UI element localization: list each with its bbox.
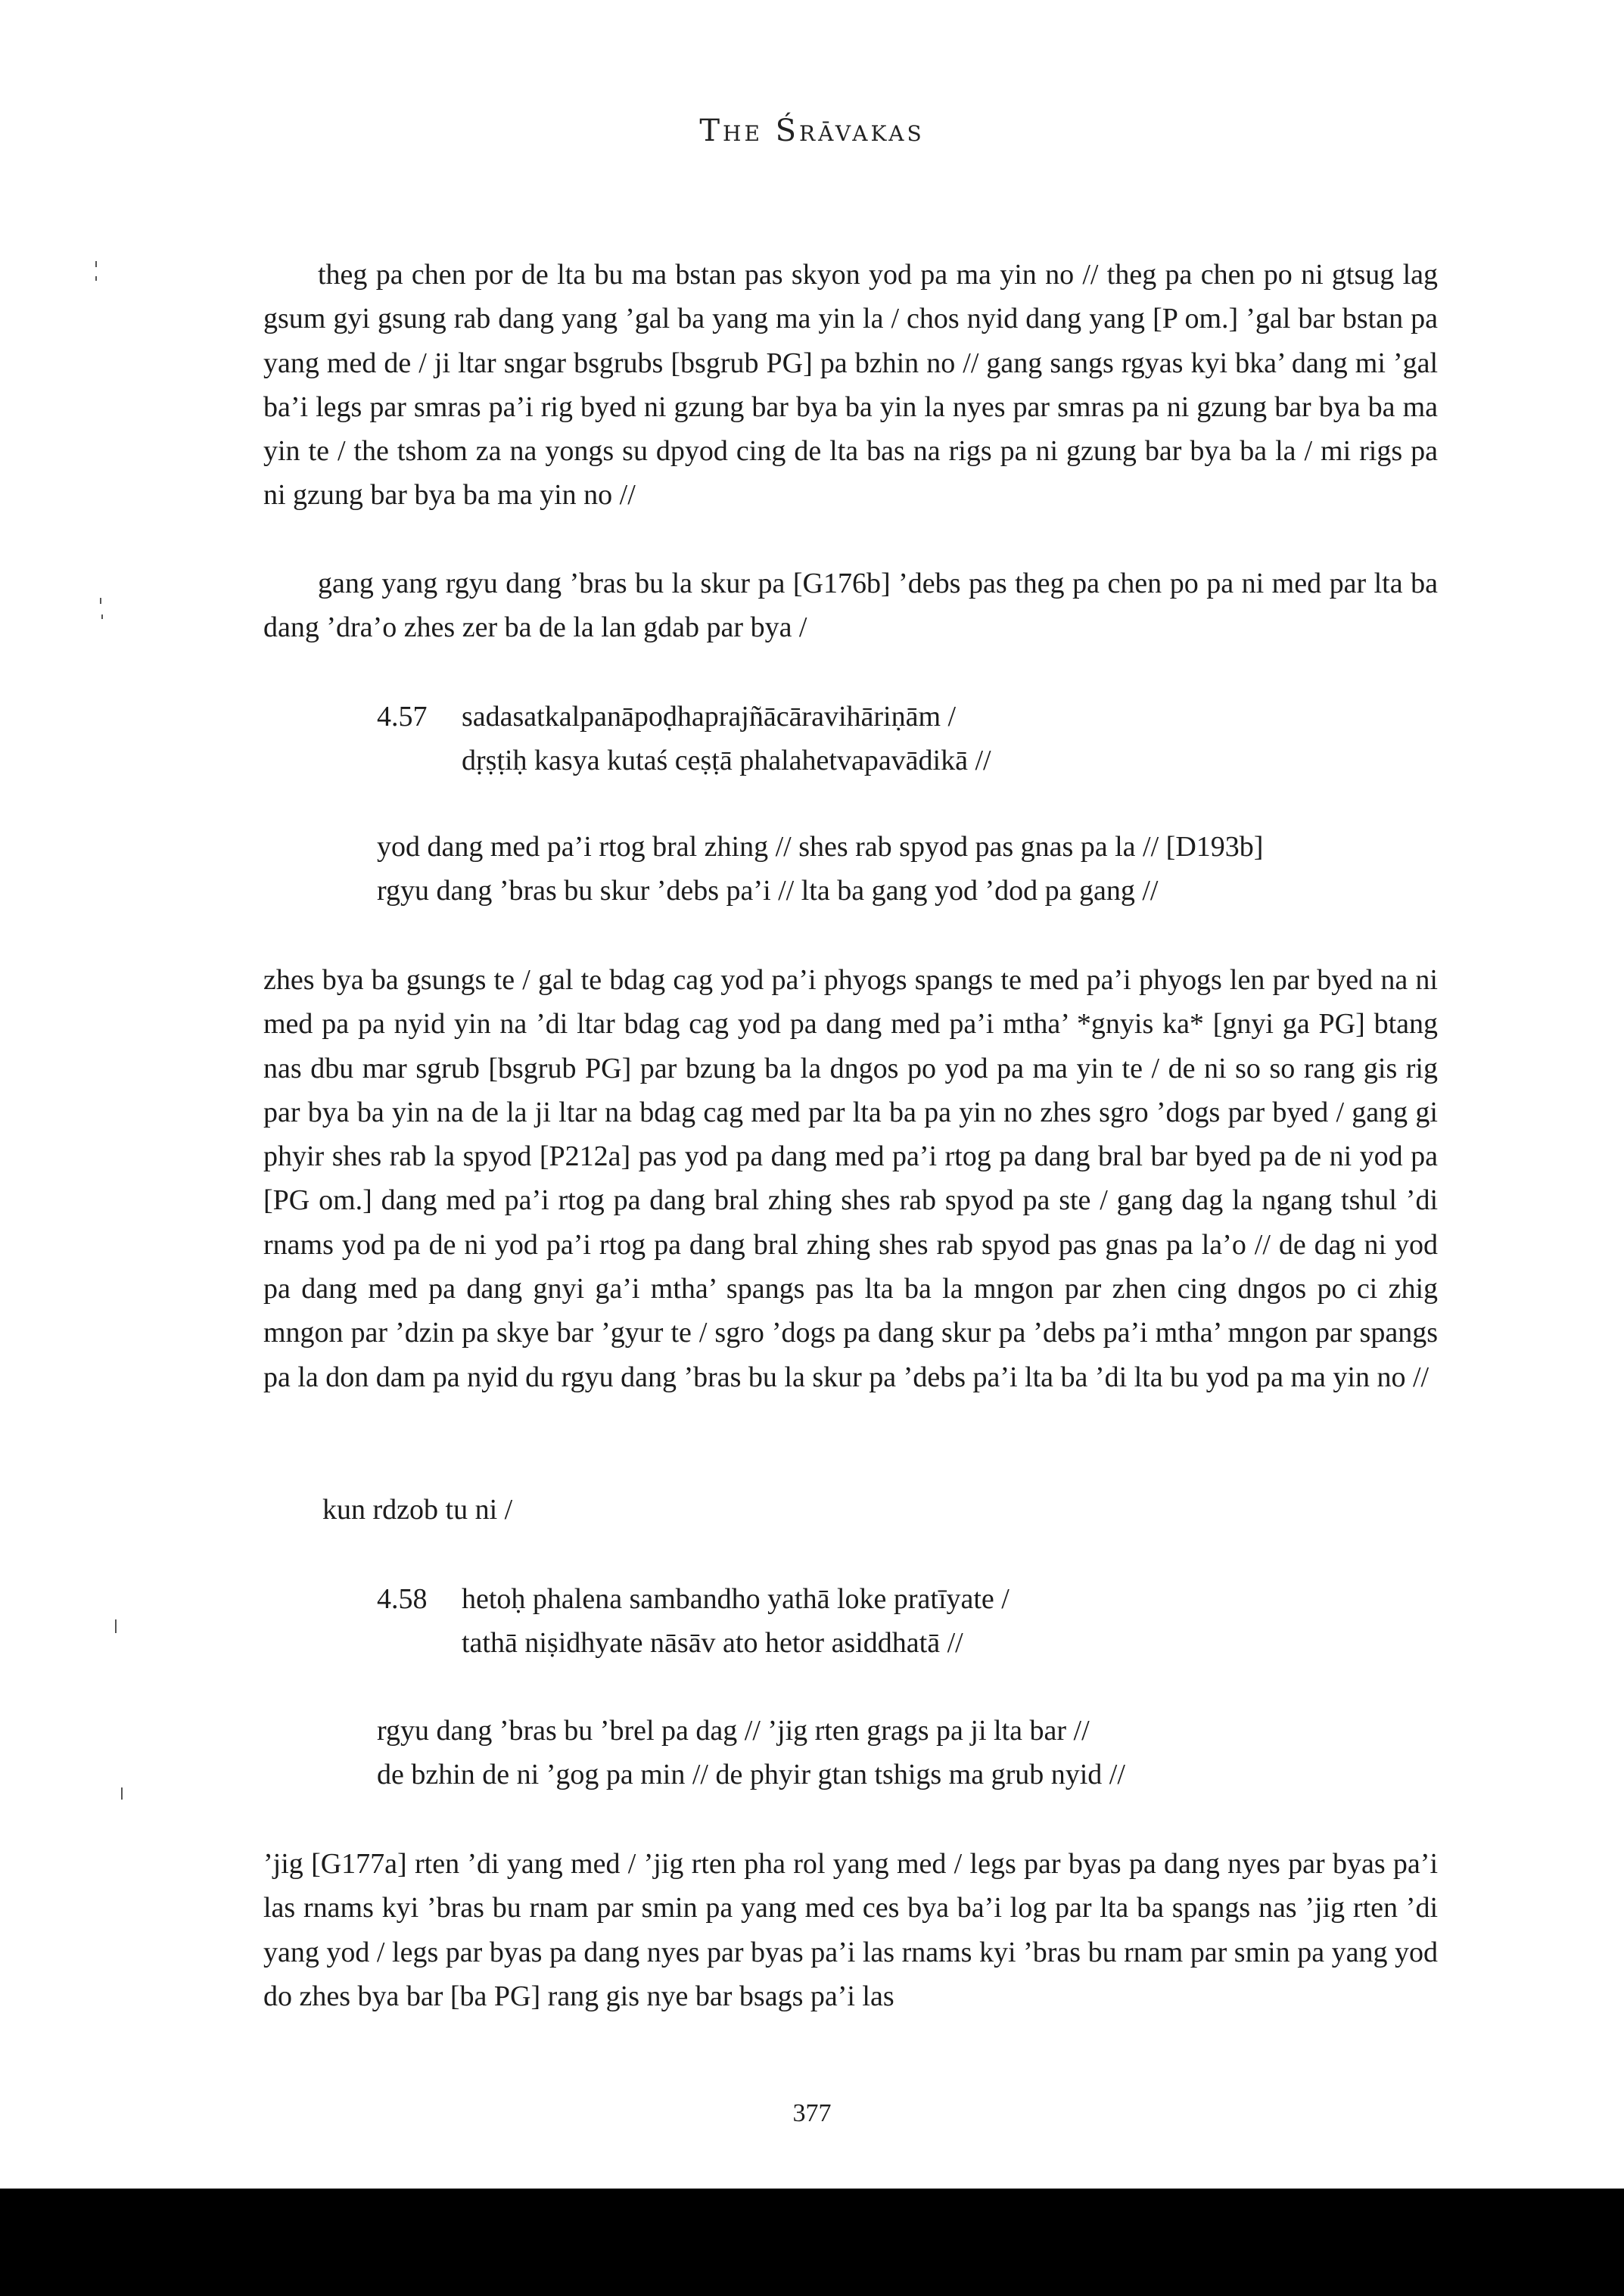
- text-line: pa dang bral zhing shes rab spyod pa ste / gang dag la ngang tshul ’di rnams yod pa de: [263, 1184, 1438, 1261]
- verse-number: 4.57: [377, 701, 428, 733]
- verse-4-57: [377, 695, 1436, 783]
- text-line: byed na ni med pa pa nyid yin na ’di ltar bdag cag yod pa dang med pa’i mtha’ *gnyis ka*: [263, 964, 1438, 1041]
- text-line: pa yin no zhes sgro ’dogs par byed / gang gi phyir shes rab la spyod [P212a] pas yod pa: [263, 1096, 1438, 1173]
- text-line: // gang sangs rgyas kyi bka’ dang mi ’gal ba’i legs par smras pa’i rig byed ni gzung bar: [263, 347, 1439, 423]
- scan-bottom-edge: [0, 2189, 1624, 2296]
- verse-line: hetoḥ phalena sambandho yathā loke pratīyate /: [462, 1583, 1010, 1615]
- text-line: bya ba yin la nyes par smras pa ni gzung bar bya ba ma yin te / the tshom za na yongs: [263, 390, 1438, 468]
- paragraph-2: [263, 562, 1438, 650]
- paragraph-4: [263, 1842, 1438, 2018]
- verse-number: 4.58: [377, 1583, 428, 1615]
- text-line: zhig mngon par ’dzin pa skye bar ’gyur te / sgro ’dogs pa dang skur pa ’debs pa’i mtha’: [263, 1273, 1439, 1349]
- verse-line: sadasatkalpanāpoḍhaprajñācāravihāriṇām /: [462, 701, 957, 733]
- text-line: dang med pa dang gnyi ga’i mtha’ spangs pas lta ba la mngon par zhen cing dngos po ci: [301, 1273, 1378, 1305]
- text-line: zhes bya ba gsungs te / gal te bdag cag yod pa’i phyogs spangs te med pa’i phyogs len par: [263, 964, 1310, 996]
- translation-4-57: [377, 825, 1451, 913]
- translation-4-58: [377, 1709, 1451, 1797]
- margin-mark: [100, 598, 101, 604]
- kun-rdzob-line: kun rdzob tu ni /: [322, 1494, 513, 1526]
- translation-line: rgyu dang ’bras bu skur ’debs pa’i // lta ba gang yod ’dod pa gang //: [377, 875, 1159, 907]
- paragraph-1: [263, 253, 1438, 518]
- text-line: ba ’di lta bu yod pa ma yin no //: [1060, 1361, 1430, 1393]
- translation-line: rgyu dang ’bras bu ’brel pa dag // ’jig rten grags pa ji lta bar //: [377, 1715, 1090, 1747]
- text-line: ba ma yin no //: [462, 479, 636, 512]
- margin-mark: [95, 261, 97, 267]
- text-line: mngon par spangs pa la don dam pa nyid du rgyu dang ’bras bu la skur pa ’debs pa’i lta: [263, 1317, 1438, 1393]
- verse-line: dṛṣṭiḥ kasya kutaś ceṣṭā phalahetvapavādikā //: [462, 745, 991, 777]
- margin-mark: [121, 1787, 123, 1800]
- text-line: par lta ba dang ’dra’o zhes zer ba de la lan gdab par bya /: [263, 568, 1438, 644]
- text-line: par byas pa’i las rnams kyi ’bras bu rnam par smin pa yang med ces bya ba’i log par lta ba: [263, 1848, 1438, 1924]
- text-line: spangs nas ’jig rten ’di yang yod / legs par byas pa dang nyes par byas pa’i las rnams kyi: [263, 1892, 1438, 1968]
- text-line: gang yang rgyu dang ’bras bu la skur pa [G176b] ’debs pas theg pa chen po pa ni med: [318, 568, 1322, 599]
- translation-line: yod dang med pa’i rtog bral zhing // shes rab spyod pas gnas pa la // [D193b]: [377, 831, 1264, 863]
- text-line: [gnyi ga PG] btang nas dbu mar sgrub [bsgrub PG] par bzung ba la dngos po yod pa ma: [263, 1008, 1439, 1084]
- text-line: theg pa chen por de lta bu ma bstan pas skyon yod pa ma yin no // theg pa chen po: [318, 259, 1293, 291]
- running-title: The Śrāvakas: [699, 114, 925, 148]
- paragraph-3: [263, 958, 1438, 1399]
- text-line: ni gtsug lag gsum gyi gsung rab dang yang ’gal ba yang ma yin la / chos nyid dang yang: [263, 259, 1439, 335]
- text-line: su dpyod cing de lta bas na rigs pa ni gzung bar bya ba la / mi rigs pa ni gzung bar bya: [263, 435, 1438, 512]
- text-line: ’jig [G177a] rten ’di yang med / ’jig rten pha rol yang med / legs par byas pa dang nyes: [263, 1848, 1280, 1880]
- text-line: [P om.] ’gal bar bstan pa yang med de / ji ltar sngar bsgrubs [bsgrub PG] pa bzhin no: [263, 303, 1438, 379]
- text-line: dang med pa’i rtog pa dang bral bar byed pa de ni yod pa [PG om.] dang med pa’i rtog: [263, 1140, 1439, 1217]
- verse-line: tathā niṣidhyate nāsāv ato hetor asiddhatā //: [462, 1627, 963, 1660]
- text-line: ni yod pa’i rtog pa dang bral zhing shes rab spyod pas gnas pa la’o // de dag ni yod pa: [263, 1228, 1438, 1305]
- page-number: 377: [792, 2099, 832, 2127]
- margin-mark: [115, 1619, 117, 1633]
- verse-4-58: [377, 1577, 1436, 1666]
- translation-line: de bzhin de ni ’gog pa min // de phyir gtan tshigs ma grub nyid //: [377, 1759, 1125, 1791]
- margin-mark: [101, 614, 103, 619]
- text-line: ’bras bu rnam par smin pa yang yod do zhes bya bar [ba PG] rang gis nye bar bsags pa’i las: [263, 1936, 1439, 2012]
- margin-mark: [95, 276, 97, 281]
- text-line: yin te / de ni so so rang gis rig par bya ba yin na de la ji ltar na bdag cag med par lta ba: [263, 1052, 1438, 1128]
